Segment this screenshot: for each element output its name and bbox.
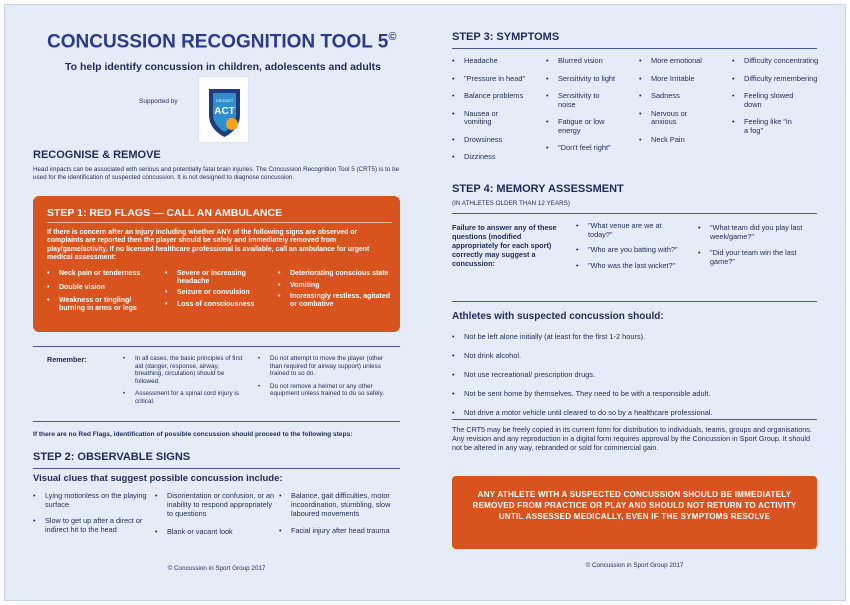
red-flags-col2 [165,270,270,308]
left-footer: © Concussion in Sport Group 2017 [167,565,266,572]
athlete-instruction: • Not drive a motor vehicle until cleared to do so by a healthcare professional. [452,408,817,417]
step1-heading: STEP 1: RED FLAGS — CALL AN AMBULANCE [47,207,283,219]
step1-divider [47,222,392,223]
removal-warning-text: ANY ATHLETE WITH A SUSPECTED CONCUSSION SHOULD BE IMMEDIATELY REMOVED FROM PRACTICE OR PLAY AND SHOULD NOT RETURN TO ACTIVITY UNTIL ASSESSED MEDICALLY, EVEN IF THE SYMPTOMS RESOLVE [472,490,797,521]
symptom-item: • Sensitivity to noise [546,92,608,109]
copyright-notice: The CRT5 may be freely copied in its current form for distribution to individuals, teams, groups and organisations. Any revision and any reproduction in a digital form requires approval by the Concussion in Sport Group. It should not be altered in any way, rebranded or sold for commercial gain. [452,425,812,453]
symptom-item: • "Pressure in head" [452,75,542,84]
athlete-instruction: • Not be sent home by themselves. They need to be with a responsible adult. [452,389,817,398]
red-flag-item: • Neck pain or tenderness [47,270,157,278]
symptom-item: • Drowsiness [452,136,542,145]
no-red-flags-note: If there are no Red Flags, identification of possible concussion should proceed to the following steps: [33,431,353,438]
memory-question: • "Who are you batting with?" [576,245,686,254]
svg-text:ACT: ACT [214,106,235,117]
symptom-item: • Difficulty concentrating [732,57,820,66]
step2-subheading: Visual clues that suggest possible concussion include: [33,473,283,484]
signs-col1 [33,491,151,534]
step1-red-flags-box [33,196,400,332]
step3-rule [452,48,817,49]
symptom-item: • Difficulty remembering [732,75,820,84]
red-flag-item: • Vomiting [278,282,393,290]
red-flag-item: • Deteriorating conscious state [278,270,393,278]
athletes-heading: Athletes with suspected concussion should: [452,311,664,322]
symptom-item: • More emotional [639,57,729,66]
red-flags-col1 [47,270,157,312]
symptom-item: • Neck Pain [639,136,729,145]
red-flag-item: • Double vision [47,284,157,292]
red-flag-item: • Increasingly restless, agitated or combative [278,293,393,308]
step4-rule [452,213,817,214]
sign-item: • Facial injury after head trauma [279,526,403,535]
memory-question: • "What venue are we at today?" [576,221,686,239]
symptom-item: • Nervous or anxious [639,110,701,127]
signs-col2 [155,491,279,536]
athlete-instruction: • Not drink alcohol. [452,351,817,360]
memory-question: • "What team did you play last week/game?" [698,223,813,241]
page-title: CONCUSSION RECOGNITION TOOL 5© [47,31,397,53]
cricket-act-logo [198,76,249,143]
step3-heading: STEP 3: SYMPTOMS [452,31,560,43]
red-flags-col3 [278,270,393,308]
right-footer: © Concussion in Sport Group 2017 [585,562,684,569]
memory-lead: Failure to answer any of these questions (modified appropriately for each sport) correctly may suggest a concussion: [452,223,557,268]
remember-label: Remember: [47,355,87,364]
supported-by-label: Supported by [139,98,178,105]
page-subtitle: To help identify concussion in children, adolescents and adults [64,61,382,73]
red-flag-item: • Weakness or tingling/ burning in arms or legs [47,297,157,312]
step2-heading: STEP 2: OBSERVABLE SIGNS [33,451,191,463]
remember-col2 [258,355,393,398]
signs-col3 [279,491,403,535]
symptom-item: • Balance problems [452,92,542,101]
sign-item: • Disorientation or confusion, or an inability to respond appropriately to questions [155,491,279,518]
page-sheet [4,4,846,601]
recognise-body: Head impacts can be associated with serious and potentially fatal brain injuries. The Concussion Recognition Tool 5 (CRT5) is to be used for the identification of suspected concussion. It is not designed to diagnose concussion. [33,166,400,181]
remember-item: • In all cases, the basic principles of first aid (danger, response, airway, breathing, circulation) should be followed. [123,355,243,385]
symptom-item: • "Don't feel right" [546,144,636,153]
memory-question: • "Did your team win the last game?" [698,248,813,266]
recognise-heading: RECOGNISE & REMOVE [33,149,161,161]
remember-bottom-rule [33,421,400,422]
symptom-item: • Fatigue or low energy [546,118,610,135]
symptom-item: • Feeling slowed down [732,92,800,109]
athletes-bottom-rule [452,419,817,420]
step4-subheading: (IN ATHLETES OLDER THAN 12 YEARS) [452,200,570,207]
remember-item: • Do not remove a helmet or any other equipment unless trained to do so safely. [258,383,393,398]
remember-top-rule [33,346,400,347]
sign-item: • Slow to get up after a direct or indirect hit to the head [33,516,151,534]
athletes-list [452,332,817,417]
memory-questions-col2 [698,223,813,266]
symptom-item: • Blurred vision [546,57,636,66]
symptom-item: • Nausea or vomiting [452,110,522,127]
step2-rule [33,468,400,469]
symptoms-col2 [546,57,636,153]
sign-item: • Balance, gait difficulties, motor incoordination, stumbling, slow laboured movements [279,491,403,518]
memory-bottom-rule [452,301,817,302]
symptom-item: • Dizziness [452,153,542,162]
remember-item: • Assessment for a spinal cord injury is critical. [123,390,243,405]
red-flag-item: • Severe or increasing headache [165,270,270,285]
symptoms-col1 [452,57,542,162]
svg-text:CRICKET: CRICKET [215,98,234,103]
symptoms-col3 [639,57,729,144]
memory-question: • "Who was the last wicket?" [576,261,686,270]
symptom-item: • Sadness [639,92,729,101]
memory-questions-col1 [576,221,686,270]
athlete-instruction: • Not use recreational/ prescription drugs. [452,370,817,379]
remember-item: • Do not attempt to move the player (other than required for airway support) unless trained to so do. [258,355,393,378]
athlete-instruction: • Not be left alone initially (at least for the first 1-2 hours). [452,332,817,341]
sign-item: • Blank or vacant look [155,527,279,536]
remember-col1 [123,355,243,406]
symptom-item: • Headache [452,57,542,66]
red-flag-item: • Seizure or convulsion [165,289,270,297]
symptom-item: • Sensitivity to light [546,75,636,84]
step4-heading: STEP 4: MEMORY ASSESSMENT [452,183,624,195]
symptoms-col4 [732,57,820,135]
removal-warning-box [452,476,817,549]
sign-item: • Lying motionless on the playing surface [33,491,151,509]
symptom-item: • More Irritable [639,75,729,84]
step1-intro: If there is concern after an injury including whether ANY of the following signs are observed or complaints are reported then the player should be safely and immediately removed from play/game/activity. If no licensed healthcare professional is available, call an ambulance for urgent medical assessment: [47,229,370,261]
red-flag-item: • Loss of consciousness [165,301,270,309]
symptom-item: • Feeling like "in a fog" [732,118,796,135]
